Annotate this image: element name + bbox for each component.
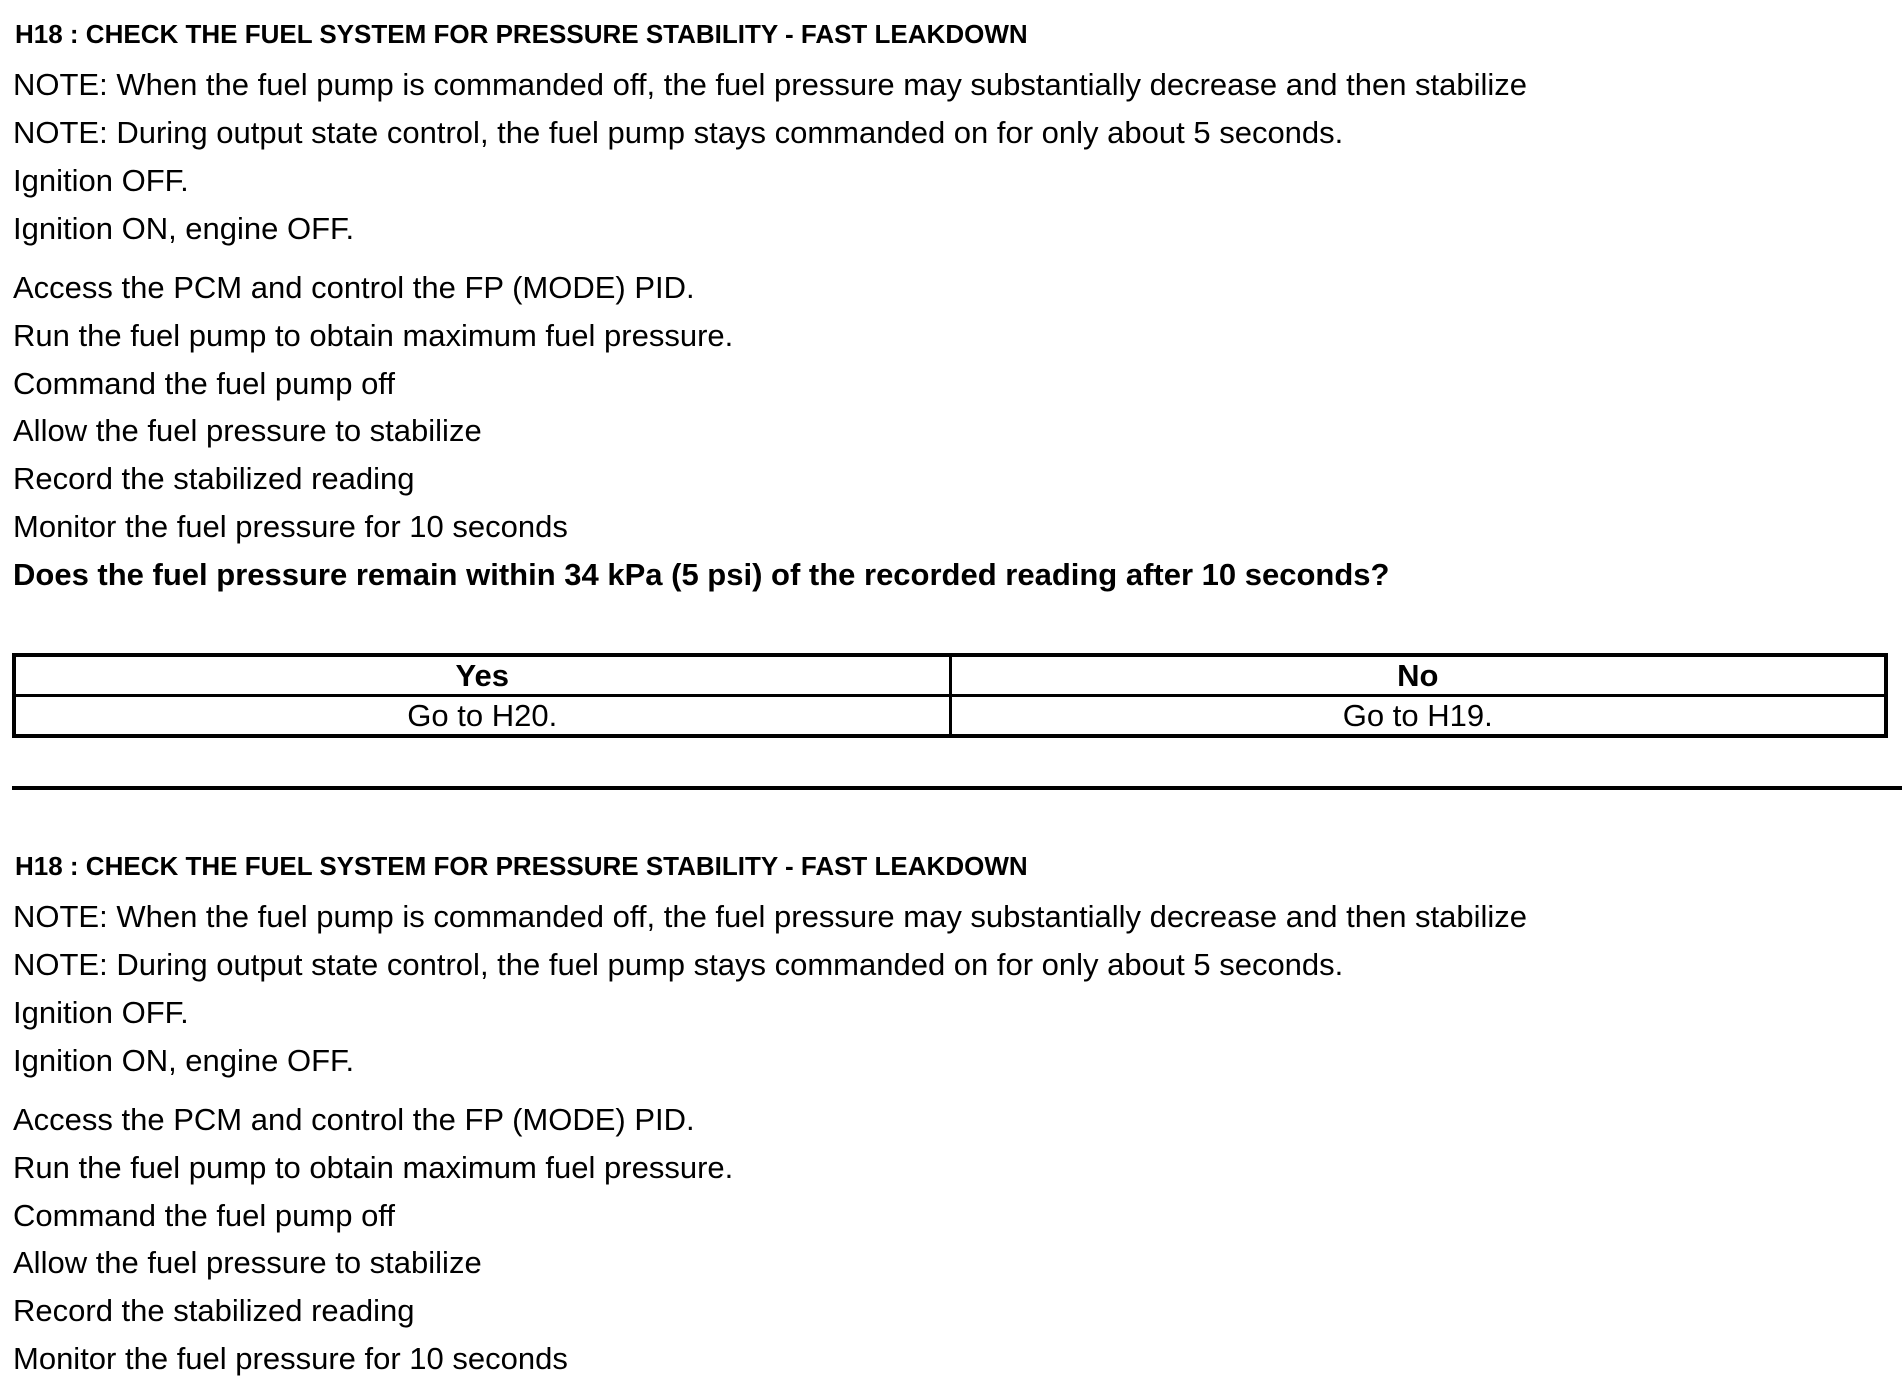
section-divider — [12, 786, 1902, 790]
no-action: Go to H19. — [950, 696, 1886, 737]
instruction-line: Access the PCM and control the FP (MODE) PID. — [13, 270, 695, 305]
instruction-line: Monitor the fuel pressure for 10 seconds — [13, 509, 568, 544]
step-question: Does the fuel pressure remain within 34 kPa (5 psi) of the recorded reading after 10 seconds? — [13, 557, 1390, 592]
instruction-line: Run the fuel pump to obtain maximum fuel pressure. — [13, 318, 734, 353]
yes-header: Yes — [14, 655, 950, 696]
step-heading: H18 : CHECK THE FUEL SYSTEM FOR PRESSURE STABILITY - FAST LEAKDOWN — [15, 851, 1028, 881]
instruction-line: Command the fuel pump off — [13, 366, 395, 401]
answer-table — [12, 653, 1888, 738]
note-line: NOTE: When the fuel pump is commanded off, the fuel pressure may substantially decrease and then stabilize — [13, 899, 1528, 934]
instruction-line: Monitor the fuel pressure for 10 seconds — [13, 1341, 568, 1376]
instruction-line: Ignition OFF. — [13, 163, 189, 198]
no-header: No — [950, 655, 1886, 696]
step-section-2 — [0, 832, 1902, 1392]
instruction-line: Ignition ON, engine OFF. — [13, 1043, 355, 1078]
note-line: NOTE: During output state control, the fuel pump stays commanded on for only about 5 seconds. — [13, 947, 1344, 982]
instruction-line: Run the fuel pump to obtain maximum fuel pressure. — [13, 1150, 734, 1185]
instruction-line: Ignition ON, engine OFF. — [13, 211, 355, 246]
instruction-line: Allow the fuel pressure to stabilize — [13, 1245, 482, 1280]
instruction-line: Access the PCM and control the FP (MODE) PID. — [13, 1102, 695, 1137]
step-heading: H18 : CHECK THE FUEL SYSTEM FOR PRESSURE STABILITY - FAST LEAKDOWN — [15, 19, 1028, 49]
note-line: NOTE: During output state control, the fuel pump stays commanded on for only about 5 seconds. — [13, 115, 1344, 150]
instruction-line: Record the stabilized reading — [13, 461, 415, 496]
note-line: NOTE: When the fuel pump is commanded off, the fuel pressure may substantially decrease and then stabilize — [13, 67, 1528, 102]
instruction-line: Command the fuel pump off — [13, 1198, 395, 1233]
yes-action: Go to H20. — [14, 696, 950, 737]
instruction-line: Allow the fuel pressure to stabilize — [13, 413, 482, 448]
instruction-line: Record the stabilized reading — [13, 1293, 415, 1328]
instruction-line: Ignition OFF. — [13, 995, 189, 1030]
